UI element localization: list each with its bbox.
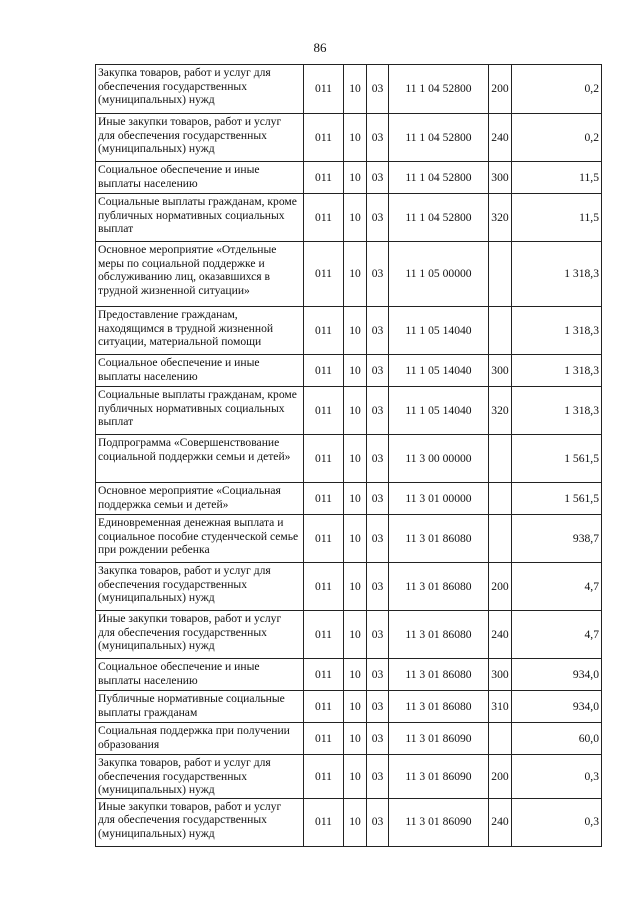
target-article-cell: 11 3 01 86090 [389, 798, 489, 846]
admin-code-cell: 011 [304, 65, 344, 114]
amount-cell: 1 318,3 [512, 242, 602, 307]
amount-cell: 0,3 [512, 798, 602, 846]
table-row [96, 194, 602, 242]
expense-type-cell: 240 [489, 114, 512, 162]
row-name-cell: Публичные нормативные социальные выплаты гражданам [96, 691, 304, 723]
amount-cell: 60,0 [512, 723, 602, 755]
section-code-cell: 10 [344, 755, 367, 799]
row-name-cell: Социальное обеспечение и иные выплаты населению [96, 162, 304, 194]
expense-type-cell: 300 [489, 162, 512, 194]
amount-cell: 934,0 [512, 659, 602, 691]
subsection-code-cell: 03 [367, 307, 389, 355]
section-code-cell: 10 [344, 242, 367, 307]
table-row [96, 435, 602, 483]
target-article-cell: 11 1 05 14040 [389, 355, 489, 387]
subsection-code-cell: 03 [367, 563, 389, 611]
expense-type-cell [489, 242, 512, 307]
row-name-cell: Основное мероприятие «Социальная поддержка семьи и детей» [96, 483, 304, 515]
section-code-cell: 10 [344, 659, 367, 691]
section-code-cell: 10 [344, 387, 367, 435]
section-code-cell: 10 [344, 691, 367, 723]
amount-cell: 938,7 [512, 515, 602, 563]
table-row [96, 387, 602, 435]
table-row [96, 307, 602, 355]
subsection-code-cell: 03 [367, 114, 389, 162]
amount-cell: 934,0 [512, 691, 602, 723]
table-row [96, 483, 602, 515]
admin-code-cell: 011 [304, 307, 344, 355]
table-row [96, 611, 602, 659]
expense-type-cell [489, 483, 512, 515]
subsection-code-cell: 03 [367, 723, 389, 755]
target-article-cell: 11 1 05 00000 [389, 242, 489, 307]
admin-code-cell: 011 [304, 483, 344, 515]
target-article-cell: 11 3 01 86080 [389, 515, 489, 563]
table-row [96, 563, 602, 611]
section-code-cell: 10 [344, 798, 367, 846]
section-code-cell: 10 [344, 162, 367, 194]
section-code-cell: 10 [344, 563, 367, 611]
row-name-cell: Закупка товаров, работ и услуг для обеспечения государственных (муниципальных) нужд [96, 755, 304, 799]
target-article-cell: 11 1 04 52800 [389, 162, 489, 194]
subsection-code-cell: 03 [367, 65, 389, 114]
budget-table [95, 64, 602, 847]
expense-type-cell [489, 435, 512, 483]
admin-code-cell: 011 [304, 659, 344, 691]
table-row [96, 659, 602, 691]
table-row [96, 723, 602, 755]
amount-cell: 4,7 [512, 611, 602, 659]
subsection-code-cell: 03 [367, 515, 389, 563]
amount-cell: 4,7 [512, 563, 602, 611]
section-code-cell: 10 [344, 515, 367, 563]
expense-type-cell [489, 307, 512, 355]
target-article-cell: 11 1 05 14040 [389, 387, 489, 435]
subsection-code-cell: 03 [367, 435, 389, 483]
row-name-cell: Предоставление гражданам, находящимся в трудной жизненной ситуации, материальной помощи [96, 307, 304, 355]
target-article-cell: 11 3 01 86080 [389, 611, 489, 659]
expense-type-cell: 200 [489, 65, 512, 114]
section-code-cell: 10 [344, 65, 367, 114]
expense-type-cell: 310 [489, 691, 512, 723]
admin-code-cell: 011 [304, 435, 344, 483]
expense-type-cell: 320 [489, 194, 512, 242]
table-row [96, 242, 602, 307]
admin-code-cell: 011 [304, 723, 344, 755]
target-article-cell: 11 1 04 52800 [389, 194, 489, 242]
table-row [96, 355, 602, 387]
table-row [96, 162, 602, 194]
section-code-cell: 10 [344, 435, 367, 483]
section-code-cell: 10 [344, 114, 367, 162]
target-article-cell: 11 3 01 86090 [389, 755, 489, 799]
expense-type-cell: 300 [489, 355, 512, 387]
expense-type-cell [489, 515, 512, 563]
row-name-cell: Социальная поддержка при получении образования [96, 723, 304, 755]
subsection-code-cell: 03 [367, 483, 389, 515]
target-article-cell: 11 3 01 86080 [389, 563, 489, 611]
expense-type-cell: 240 [489, 798, 512, 846]
expense-type-cell: 240 [489, 611, 512, 659]
row-name-cell: Иные закупки товаров, работ и услуг для обеспечения государственных (муниципальных) нужд [96, 798, 304, 846]
admin-code-cell: 011 [304, 563, 344, 611]
row-name-cell: Иные закупки товаров, работ и услуг для обеспечения государственных (муниципальных) нужд [96, 114, 304, 162]
table-row [96, 114, 602, 162]
subsection-code-cell: 03 [367, 194, 389, 242]
amount-cell: 11,5 [512, 162, 602, 194]
section-code-cell: 10 [344, 611, 367, 659]
expense-type-cell: 200 [489, 755, 512, 799]
subsection-code-cell: 03 [367, 387, 389, 435]
row-name-cell: Подпрограмма «Совершенствование социальной поддержки семьи и детей» [96, 435, 304, 483]
admin-code-cell: 011 [304, 242, 344, 307]
subsection-code-cell: 03 [367, 355, 389, 387]
table-row [96, 691, 602, 723]
target-article-cell: 11 1 05 14040 [389, 307, 489, 355]
amount-cell: 11,5 [512, 194, 602, 242]
row-name-cell: Иные закупки товаров, работ и услуг для обеспечения государственных (муниципальных) нужд [96, 611, 304, 659]
table-row [96, 65, 602, 114]
admin-code-cell: 011 [304, 798, 344, 846]
target-article-cell: 11 1 04 52800 [389, 114, 489, 162]
admin-code-cell: 011 [304, 387, 344, 435]
target-article-cell: 11 3 00 00000 [389, 435, 489, 483]
section-code-cell: 10 [344, 194, 367, 242]
row-name-cell: Основное мероприятие «Отдельные меры по социальной поддержке и обслуживанию лиц, оказавшихся в трудной жизненной ситуации» [96, 242, 304, 307]
amount-cell: 0,3 [512, 755, 602, 799]
row-name-cell: Социальное обеспечение и иные выплаты населению [96, 355, 304, 387]
subsection-code-cell: 03 [367, 755, 389, 799]
expense-type-cell: 200 [489, 563, 512, 611]
admin-code-cell: 011 [304, 691, 344, 723]
subsection-code-cell: 03 [367, 162, 389, 194]
target-article-cell: 11 3 01 86080 [389, 659, 489, 691]
amount-cell: 0,2 [512, 114, 602, 162]
table-row [96, 798, 602, 846]
page-number: 86 [313, 40, 327, 55]
amount-cell: 1 318,3 [512, 307, 602, 355]
expense-type-cell: 300 [489, 659, 512, 691]
row-name-cell: Социальные выплаты гражданам, кроме публичных нормативных социальных выплат [96, 194, 304, 242]
table-row [96, 755, 602, 799]
target-article-cell: 11 3 01 00000 [389, 483, 489, 515]
section-code-cell: 10 [344, 723, 367, 755]
admin-code-cell: 011 [304, 162, 344, 194]
subsection-code-cell: 03 [367, 798, 389, 846]
admin-code-cell: 011 [304, 515, 344, 563]
table-row [96, 515, 602, 563]
amount-cell: 0,2 [512, 65, 602, 114]
expense-type-cell: 320 [489, 387, 512, 435]
section-code-cell: 10 [344, 355, 367, 387]
row-name-cell: Закупка товаров, работ и услуг для обеспечения государственных (муниципальных) нужд [96, 65, 304, 114]
subsection-code-cell: 03 [367, 691, 389, 723]
admin-code-cell: 011 [304, 755, 344, 799]
admin-code-cell: 011 [304, 114, 344, 162]
row-name-cell: Социальное обеспечение и иные выплаты населению [96, 659, 304, 691]
target-article-cell: 11 3 01 86090 [389, 723, 489, 755]
subsection-code-cell: 03 [367, 242, 389, 307]
amount-cell: 1 561,5 [512, 483, 602, 515]
amount-cell: 1 318,3 [512, 387, 602, 435]
expense-type-cell [489, 723, 512, 755]
admin-code-cell: 011 [304, 355, 344, 387]
target-article-cell: 11 1 04 52800 [389, 65, 489, 114]
admin-code-cell: 011 [304, 611, 344, 659]
subsection-code-cell: 03 [367, 611, 389, 659]
section-code-cell: 10 [344, 483, 367, 515]
amount-cell: 1 561,5 [512, 435, 602, 483]
row-name-cell: Закупка товаров, работ и услуг для обеспечения государственных (муниципальных) нужд [96, 563, 304, 611]
row-name-cell: Социальные выплаты гражданам, кроме публичных нормативных социальных выплат [96, 387, 304, 435]
row-name-cell: Единовременная денежная выплата и социальное пособие студенческой семье при рождении ребенка [96, 515, 304, 563]
subsection-code-cell: 03 [367, 659, 389, 691]
admin-code-cell: 011 [304, 194, 344, 242]
amount-cell: 1 318,3 [512, 355, 602, 387]
section-code-cell: 10 [344, 307, 367, 355]
target-article-cell: 11 3 01 86080 [389, 691, 489, 723]
